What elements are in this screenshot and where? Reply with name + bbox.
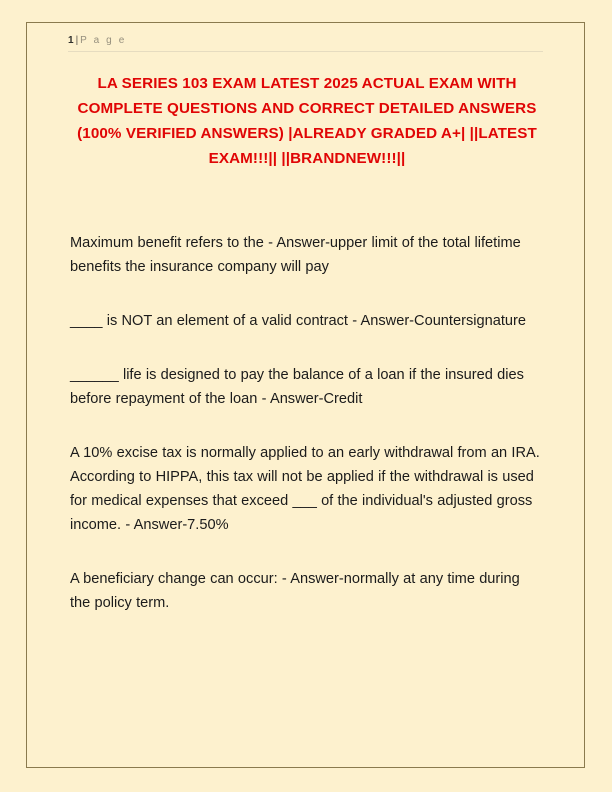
document-title: LA SERIES 103 EXAM LATEST 2025 ACTUAL EXAM WITH COMPLETE QUESTIONS AND CORRECT DETAILED ANSWERS (100% VERIFIED ANSWERS) |ALREADY GRADED A+| ||LATEST EXAM!!!|| ||BRANDNEW!!!||: [77, 75, 537, 167]
body-paragraph: ____ is NOT an element of a valid contract - Answer-Countersignature: [70, 313, 526, 329]
body-paragraph: A beneficiary change can occur: - Answer-normally at any time during the policy term.: [70, 571, 520, 611]
body-paragraph: Maximum benefit refers to the - Answer-upper limit of the total lifetime benefits the insurance company will pay: [70, 235, 521, 275]
header-divider-rule: [68, 51, 543, 52]
header-page-number: 1: [68, 35, 74, 46]
body-paragraph: A 10% excise tax is normally applied to an early withdrawal from an IRA. According to HIPPA, this tax will not be applied if the withdrawal is used for medical expenses that exceed ___ of the individual's adjusted gross income. - Answer-7.50%: [70, 445, 540, 533]
document-body: [70, 231, 540, 615]
header-separator: |: [75, 35, 79, 46]
page-header: [68, 34, 543, 47]
header-page-label: [68, 34, 543, 47]
header-page-word: P a g e: [80, 35, 127, 46]
body-paragraph: ______ life is designed to pay the balance of a loan if the insured dies before repayment of the loan - Answer-Credit: [70, 367, 524, 407]
